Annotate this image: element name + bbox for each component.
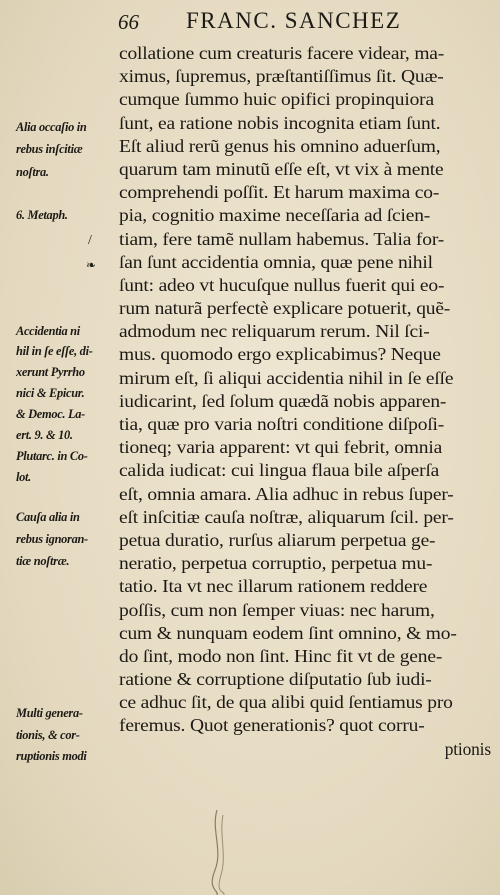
note-line: nici & Epicur. [16, 386, 85, 400]
fleuron-glyph: ❧ [86, 258, 97, 272]
note-line: xerunt Pyrrho [16, 365, 85, 379]
text-line: eſt inſcitiæ cauſa noſtræ, aliquarum ſcil. per- [119, 506, 454, 527]
text-line: poſſis, cum non ſemper viuas: nec harum, [119, 599, 435, 620]
text-line: comprehendi poſſit. Et harum maxima co- [119, 182, 440, 203]
text-line: pia, cognitio maxime neceſſaria ad ſcien- [119, 205, 431, 226]
running-head: FRANC. SANCHEZ [186, 8, 402, 33]
text-line: eſt, omnia amara. Alia adhuc in rebus ſuper- [119, 483, 454, 504]
text-line: ſunt, ea ratione nobis incognita etiam ſunt. [119, 112, 441, 133]
note-line: 6. Metaph. [16, 208, 68, 222]
binding-thread-mark [205, 810, 235, 895]
text-line: tiam, fere tamẽ nullam habemus. Talia for- [119, 228, 445, 249]
text-line: tia, quæ pro varia noſtri conditione diſpoſi- [119, 414, 445, 434]
note-line: tiæ noſtræ. [16, 554, 70, 568]
text-line: Eſt aliud rerũ genus his omnino aduerſum, [119, 135, 441, 156]
note-line: Alia occaſio in [16, 120, 87, 134]
text-line: ce adhuc ſit, de qua alibi quid ſentiamus pro [119, 692, 453, 713]
text-line: cum & nunquam eodem ſint omnino, & mo- [119, 622, 457, 643]
text-line: iudicarint, ſed ſolum quædã nobis apparen- [119, 390, 447, 411]
text-line: calida iudicat: cui lingua flaua bile aſperſa [119, 460, 440, 481]
text-line: mus. quomodo ergo explicabimus? Neque [119, 344, 441, 365]
text-line: tatio. Ita vt nec illarum rationem reddere [119, 576, 428, 597]
text-line: do ſint, modo non ſint. Hinc fit vt de gene- [119, 645, 443, 666]
note-line: hil in ſe eſſe, di- [16, 344, 93, 358]
margin-notes [0, 0, 120, 895]
slash-glyph: / [88, 233, 92, 248]
text-line: admodum nec reliquarum rerum. Nil ſci- [119, 321, 430, 342]
note-line: rebus ignoran- [16, 532, 88, 546]
text-line: tioneq; varia apparent: vt qui febrit, omnia [119, 437, 443, 458]
note-line: Cauſa alia in [16, 510, 80, 524]
body-text [119, 42, 491, 761]
note-line: tionis, & cor- [16, 728, 80, 742]
note-line: & Democ. La- [16, 407, 86, 421]
text-line: collatione cum creaturis facere videar, ma- [119, 43, 445, 63]
note-line: Plutarc. in Co- [16, 449, 88, 463]
text-line: ratione & corruptione diſputatio ſub iudi- [119, 669, 432, 690]
note-line: Multi genera- [16, 706, 83, 720]
note-line: Accidentia ni [16, 324, 80, 338]
text-line: rum naturã perfectè explicare potuerit, quẽ- [119, 298, 451, 319]
text-line: feremus. Quot generationis? quot corru- [119, 715, 425, 736]
text-line: ſan ſunt accidentia omnia, quæ pene nihil [119, 251, 433, 272]
text-line: ptionis [444, 738, 491, 759]
text-line: mirum eſt, ſi aliqui accidentia nihil in ſe eſſe [119, 367, 454, 388]
text-line: ſunt: adeo vt hucuſque nullus fuerit qui eo- [119, 274, 445, 295]
text-line: neratio, perpetua corruptio, perpetua mu- [119, 553, 433, 574]
note-line: noſtra. [16, 165, 49, 179]
page-number: 66 [118, 10, 139, 34]
note-line: rebus inſcitiæ [16, 142, 83, 156]
text-line: ximus, ſupremus, præſtantiſſimus ſit. Quæ- [119, 66, 444, 87]
text-line: petua duratio, rurſus aliarum perpetua ge- [119, 529, 436, 550]
note-line: ruptionis modi [16, 749, 87, 763]
note-line: lot. [16, 470, 31, 484]
text-line: quarum tam minutũ eſſe eſt, vt vix à mente [119, 158, 444, 179]
note-line: ert. 9. & 10. [16, 428, 73, 442]
text-line: cumque ſummo huic opifici propinquiora [119, 89, 434, 110]
